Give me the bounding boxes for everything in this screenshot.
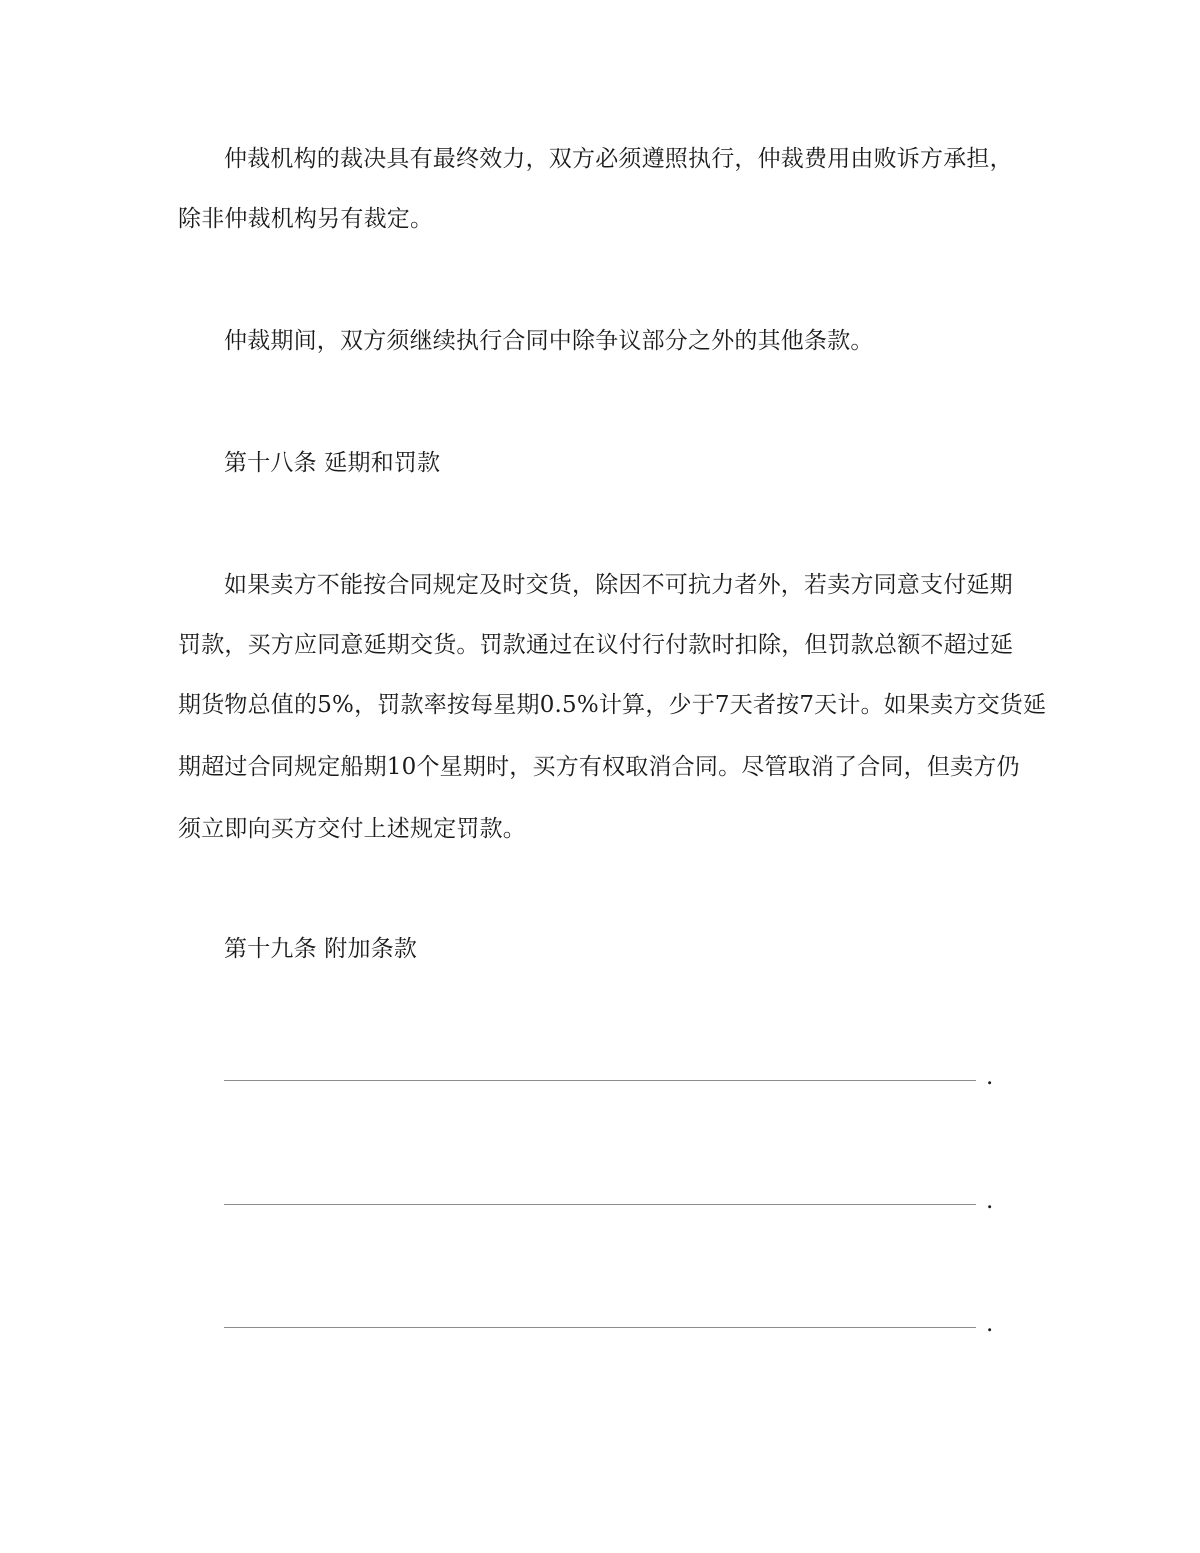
paragraph-arbitration-award-line-2: 除非仲裁机构另有裁定。 (178, 206, 434, 232)
paragraph-delay-penalty-line-2: 罚款，买方应同意延期交货。罚款通过在议付行付款时扣除，但罚款总额不超过延 (178, 632, 1014, 658)
blank-line-3 (224, 1327, 976, 1328)
blank-line-2 (224, 1204, 976, 1205)
blank-line-1-terminator: . (986, 1064, 994, 1090)
article-18-heading: 第十八条 延期和罚款 (224, 450, 441, 476)
paragraph-delay-penalty-line-5: 须立即向买方交付上述规定罚款。 (178, 816, 526, 842)
paragraph-arbitration-period: 仲裁期间，双方须继续执行合同中除争议部分之外的其他条款。 (224, 328, 874, 354)
blank-line-3-terminator: . (986, 1311, 994, 1337)
paragraph-delay-penalty-line-1: 如果卖方不能按合同规定及时交货，除因不可抗力者外，若卖方同意支付延期 (224, 572, 1013, 598)
blank-line-2-terminator: . (986, 1188, 994, 1214)
blank-line-1 (224, 1080, 976, 1081)
article-19-heading: 第十九条 附加条款 (224, 936, 418, 962)
paragraph-arbitration-award-line-1: 仲裁机构的裁决具有最终效力，双方必须遵照执行，仲裁费用由败诉方承担， (224, 146, 1013, 172)
paragraph-delay-penalty-line-3: 期货物总值的5%，罚款率按每星期0.5%计算，少于7天者按7天计。如果卖方交货延 (178, 692, 1047, 718)
paragraph-delay-penalty-line-4: 期超过合同规定船期10个星期时，买方有权取消合同。尽管取消了合同，但卖方仍 (178, 754, 1020, 780)
